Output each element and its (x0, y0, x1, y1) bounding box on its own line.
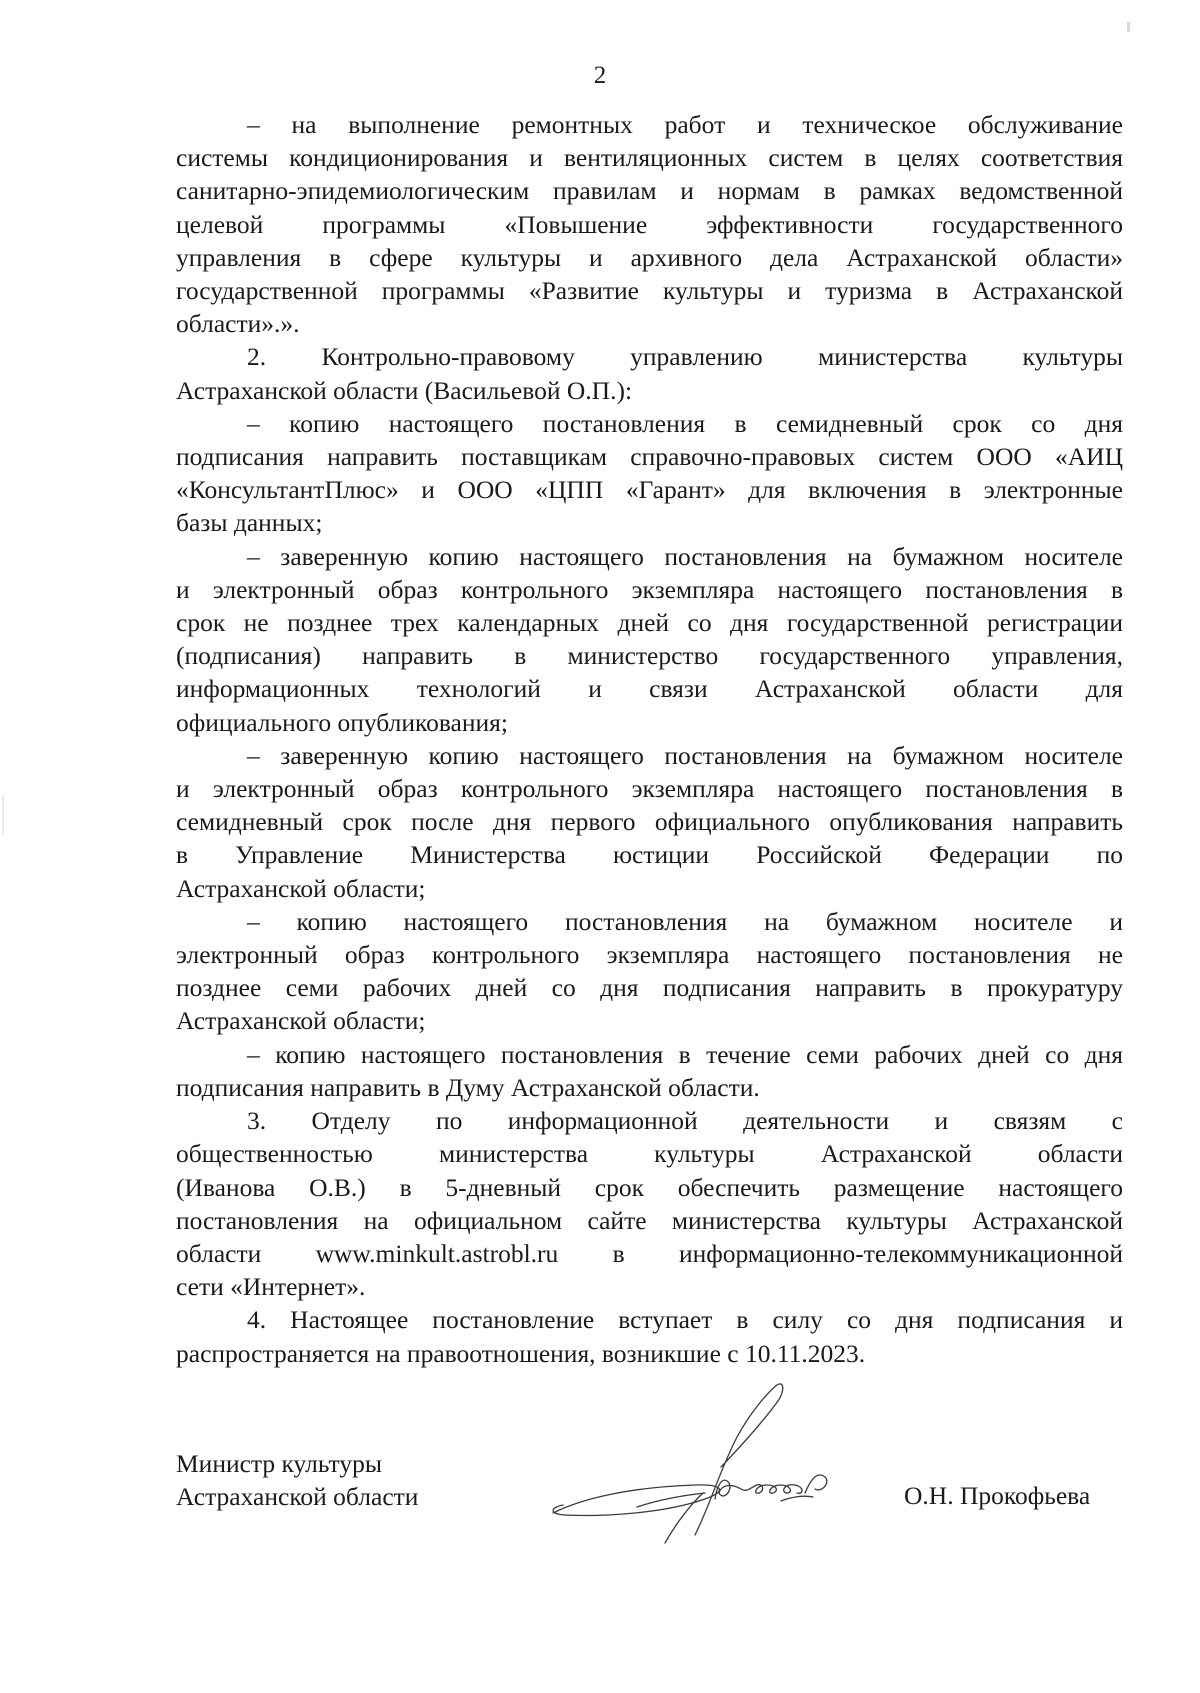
text-line: позднее семи рабочих дней со дня подписания направить в прокуратуру (176, 973, 1123, 1003)
text-line: – копию настоящего постановления на бумажном носителе и (247, 906, 1123, 936)
text-line: – копию настоящего постановления в течение семи рабочих дней со дня (247, 1039, 1123, 1069)
text-line: электронный образ контрольного экземпляра настоящего постановления не (176, 940, 1123, 970)
text-line: «КонсультантПлюс» и ООО «ЦПП «Гарант» для включения в электронные (176, 475, 1123, 505)
text-line: срок не позднее трех календарных дней со дня государственной регистрации (176, 608, 1123, 638)
signatory-position (176, 1447, 418, 1513)
text-line: Астраханской области; (176, 1006, 426, 1036)
text-line: Астраханской области; (176, 873, 426, 903)
scan-edge-mark (2, 795, 4, 835)
text-line: государственной программы «Развитие культуры и туризма в Астраханской (176, 276, 1123, 306)
paragraph-dash-duma (176, 1038, 1123, 1104)
paragraph-item-2 (176, 340, 1123, 406)
text-line: управления в сфере культуры и архивного дела Астраханской области» (176, 242, 1123, 272)
text-line: 2. Контрольно-правовому управлению министерства культуры (247, 342, 1123, 372)
text-line: – копию настоящего постановления в семидневный срок со дня (247, 408, 1123, 438)
paragraph-dash-justice (176, 739, 1123, 905)
handwritten-signature (545, 1375, 875, 1550)
text-line: (Иванова О.В.) в 5-дневный срок обеспечить размещение настоящего (176, 1172, 1123, 1202)
text-line: информационных технологий и связи Астраханской области для (176, 674, 1123, 704)
paragraph-dash-copy-systems (176, 407, 1123, 540)
paragraph-item-3 (176, 1104, 1123, 1303)
text-line: целевой программы «Повышение эффективности государственного (176, 209, 1123, 239)
text-line: подписания направить в Думу Астраханской области. (176, 1072, 760, 1102)
text-line: официального опубликования; (176, 707, 508, 737)
text-line: области».». (176, 309, 300, 339)
scan-artifact-mark (1127, 22, 1130, 32)
text-line: 3. Отделу по информационной деятельности и связям с (247, 1106, 1123, 1136)
signatory-position-line-1: Министр культуры (176, 1449, 382, 1478)
signer-name: О.Н. Прокофьева (904, 1481, 1091, 1510)
document-body (176, 108, 1123, 1370)
text-line: системы кондиционирования и вентиляционных систем в целях соответствия (176, 143, 1123, 173)
text-line: – на выполнение ремонтных работ и техническое обслуживание (247, 110, 1123, 139)
paragraph-dash-prosecutor (176, 905, 1123, 1038)
paragraph-dash-repair (176, 108, 1123, 340)
text-line: – заверенную копию настоящего постановления на бумажном носителе (247, 740, 1123, 770)
text-line: 4. Настоящее постановление вступает в силу со дня подписания и (247, 1305, 1123, 1335)
text-line: общественностью министерства культуры Астраханской области (176, 1139, 1123, 1169)
paragraph-dash-publication (176, 540, 1123, 739)
text-line: Астраханской области (Васильевой О.П.): (176, 375, 633, 405)
text-line: распространяется на правоотношения, возникшие с 10.11.2023. (176, 1338, 866, 1368)
signatory-position-line-2: Астраханской области (176, 1482, 419, 1511)
text-line: (подписания) направить в министерство государственного управления, (176, 641, 1123, 671)
text-line: и электронный образ контрольного экземпляра настоящего постановления в (176, 774, 1123, 804)
text-line: в Управление Министерства юстиции Российской Федерации по (176, 840, 1123, 870)
text-line: санитарно-эпидемиологическим правилам и нормам в рамках ведомственной (176, 176, 1123, 206)
text-line: базы данных; (176, 508, 323, 538)
text-line: подписания направить поставщикам справочно-правовых систем ООО «АИЦ (176, 442, 1123, 472)
paragraph-item-4 (176, 1303, 1123, 1369)
text-line: постановления на официальном сайте министерства культуры Астраханской (176, 1205, 1123, 1235)
text-line: сети «Интернет». (176, 1272, 366, 1302)
page-number: 2 (593, 62, 607, 89)
text-line: семидневный срок после дня первого официального опубликования направить (176, 807, 1123, 837)
text-line: области www.minkult.astrobl.ru в информационно-телекоммуникационной (176, 1238, 1123, 1268)
text-line: и электронный образ контрольного экземпляра настоящего постановления в (176, 574, 1123, 604)
text-line: – заверенную копию настоящего постановления на бумажном носителе (247, 541, 1123, 571)
